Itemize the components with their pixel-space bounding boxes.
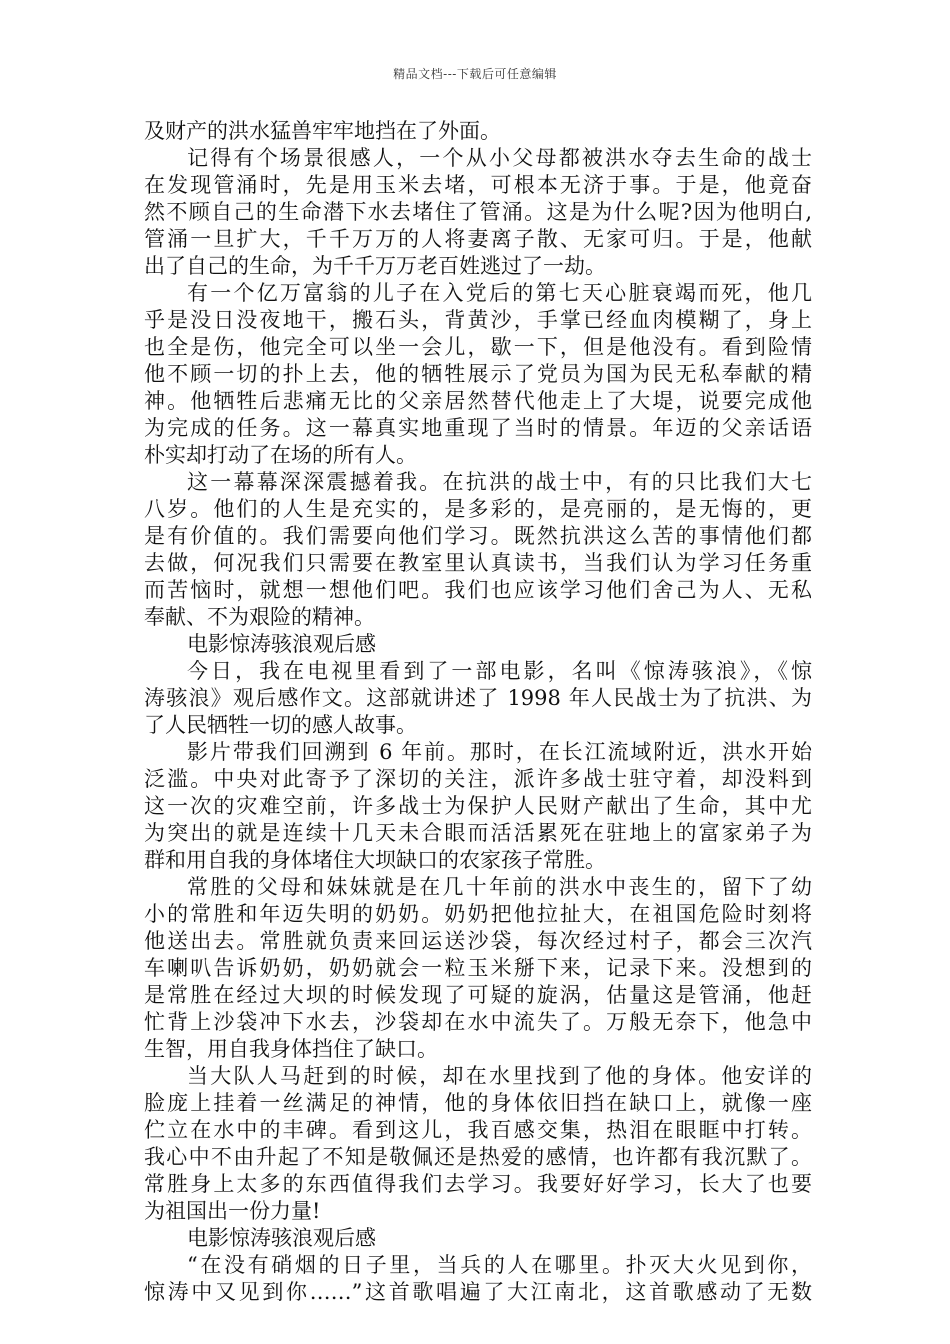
text-line: 他不顾一切的扑上去，他的牺牲展示了党员为国为民无私奉献的精 (144, 362, 812, 386)
text-line: 脸庞上挂着一丝满足的神情，他的身体依旧挡在缺口上，就像一座 (144, 1091, 812, 1115)
text-line: 了人民牺牲一切的感人故事。 (144, 713, 417, 737)
text-line: 今日，我在电视里看到了一部电影，名叫《惊涛骇浪》，《惊 (187, 659, 812, 683)
text-line: 为完成的任务。这一幕真实地重现了当时的情景。年迈的父亲话语 (144, 416, 812, 440)
text-line: 而苦恼时，就想一想他们吧。我们也应该学习他们舍己为人、无私 (144, 578, 812, 602)
text-line: 及财产的洪水猛兽牢牢地挡在了外面。 (144, 119, 501, 143)
text-line: 出了自己的生命，为千千万万老百姓逃过了一劫。 (144, 254, 606, 278)
page-header: 精品文档---下载后可任意编辑 (393, 67, 557, 81)
text-line: 八岁。他们的人生是充实的，是多彩的，是亮丽的，是无悔的，更 (144, 497, 812, 521)
text-line: 这一次的灾难空前，许多战士为保护人民财产献出了生命，其中尤 (144, 794, 812, 818)
paragraph (144, 1252, 812, 1306)
text-line: 伫立在水中的丰碑。看到这儿，我百感交集，热泪在眼眶中打转。 (144, 1118, 812, 1142)
text-line: 乎是没日没夜地干，搬石头，背黄沙，手掌已经血肉模糊了，身上 (144, 308, 812, 332)
text-line: 为突出的就是连续十几天未合眼而活活累死在驻地上的富家弟子为 (144, 821, 812, 845)
text-line: 然不顾自己的生命潜下水去堵住了管涌。这是为什么呢?因为他明白, (144, 200, 812, 224)
text-line: 生智，用自我身体挡住了缺口。 (144, 1037, 438, 1061)
text-line: 常胜身上太多的东西值得我们去学习。我要好好学习，长大了也要 (144, 1172, 812, 1196)
paragraph (144, 280, 812, 469)
text-line: 为祖国出一份力量! (144, 1199, 321, 1223)
text-line: 涛骇浪》观后感作文。这部就讲述了 1998 年人民战士为了抗洪、为 (144, 686, 812, 710)
text-line: 记得有个场景很感人，一个从小父母都被洪水夺去生命的战士 (187, 146, 812, 170)
paragraph (144, 739, 812, 874)
text-line: 他送出去。常胜就负责来回运送沙袋，每次经过村子，都会三次汽 (144, 929, 812, 953)
text-line: 是有价值的。我们需要向他们学习。既然抗洪这么苦的事情他们都 (144, 524, 812, 548)
text-line: 影片带我们回溯到 6 年前。那时，在长江流域附近，洪水开始 (187, 740, 812, 764)
text-line: 小的常胜和年迈失明的奶奶。奶奶把他拉扯大，在祖国危险时刻将 (144, 902, 812, 926)
text-line: 惊涛中又见到你……”这首歌唱遍了大江南北，这首歌感动了无数 (144, 1280, 812, 1304)
document-body (144, 118, 812, 1306)
text-line: 群和用自我的身体堵住大坝缺口的农家孩子常胜。 (144, 848, 606, 872)
text-line: “在没有硝烟的日子里，当兵的人在哪里。扑灭大火见到你， (187, 1253, 812, 1277)
paragraph (144, 874, 812, 1063)
paragraph (144, 145, 812, 280)
text-line: 电影惊涛骇浪观后感 (187, 1226, 376, 1250)
paragraph (144, 469, 812, 631)
text-line: 当大队人马赶到的时候，却在水里找到了他的身体。他安详的 (187, 1064, 812, 1088)
paragraph (144, 118, 812, 145)
text-line: 常胜的父母和妹妹就是在几十年前的洪水中丧生的，留下了幼 (187, 875, 812, 899)
text-line: 电影惊涛骇浪观后感 (187, 632, 376, 656)
paragraph (144, 1225, 812, 1252)
text-line: 神。他牺牲后悲痛无比的父亲居然替代他走上了大堤，说要完成他 (144, 389, 812, 413)
text-line: 忙背上沙袋冲下水去，沙袋却在水中流失了。万般无奈下，他急中 (144, 1010, 812, 1034)
text-line: 朴实却打动了在场的所有人。 (144, 443, 417, 467)
paragraph (144, 1063, 812, 1225)
text-line: 也全是伤，他完全可以坐一会儿，歇一下，但是他没有。看到险情 (144, 335, 812, 359)
text-line: 奉献、不为艰险的精神。 (144, 605, 375, 629)
text-line: 是常胜在经过大坝的时候发现了可疑的旋涡，估量这是管涌，他赶 (144, 983, 812, 1007)
text-line: 管涌一旦扩大，千千万万的人将妻离子散、无家可归。于是，他献 (144, 227, 812, 251)
text-line: 这一幕幕深深震撼着我。在抗洪的战士中，有的只比我们大七 (187, 470, 812, 494)
text-line: 我心中不由升起了不知是敬佩还是热爱的感情，也许都有我沉默了。 (144, 1145, 812, 1169)
text-line: 去做，何况我们只需要在教室里认真读书，当我们认为学习任务重 (144, 551, 812, 575)
text-line: 泛滥。中央对此寄予了深切的关注，派许多战士驻守着，却没料到 (144, 767, 812, 791)
text-line: 车喇叭告诉奶奶，奶奶就会一粒玉米掰下来，记录下来。没想到的 (144, 956, 812, 980)
paragraph (144, 658, 812, 739)
paragraph (144, 631, 812, 658)
text-line: 在发现管涌时，先是用玉米去堵，可根本无济于事。于是，他竟奋 (144, 173, 812, 197)
text-line: 有一个亿万富翁的儿子在入党后的第七天心脏衰竭而死，他几 (187, 281, 812, 305)
